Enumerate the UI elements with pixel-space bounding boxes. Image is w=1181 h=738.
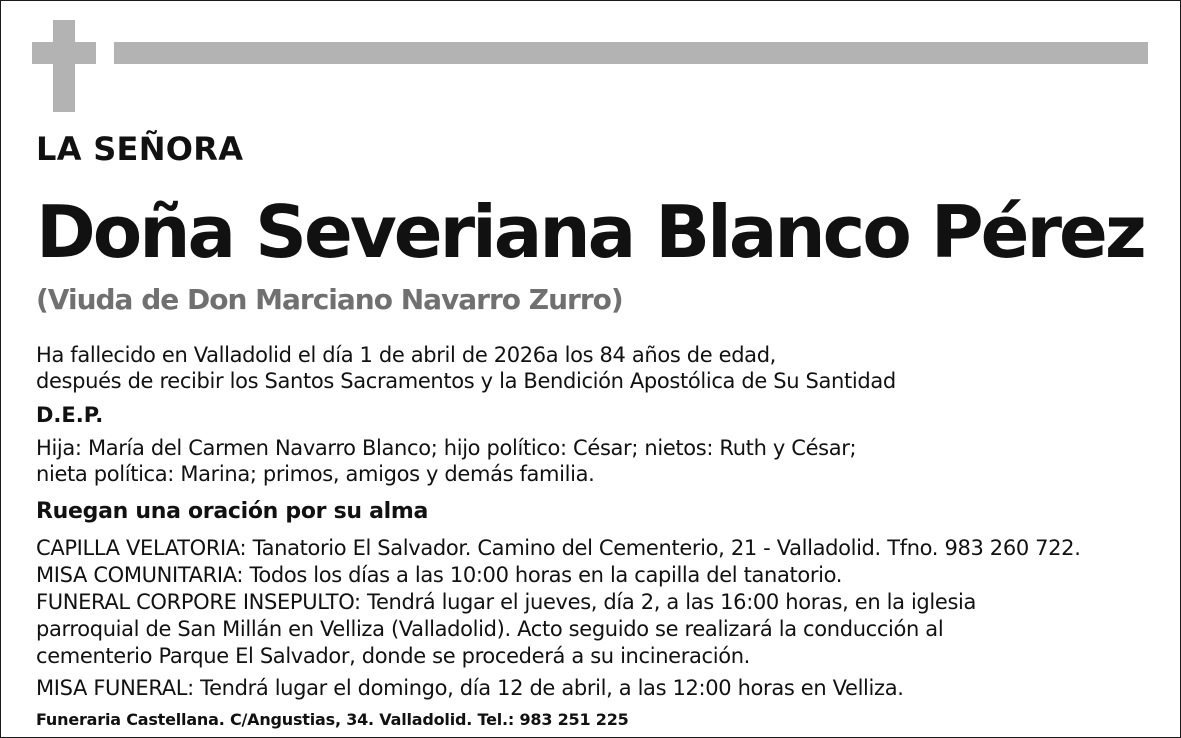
rip-label: D.E.P. [36,403,104,427]
service-line: parroquial de San Millán en Velliza (Valladolid). Acto seguido se realizará la conducción al [36,617,944,641]
service-line: MISA COMUNITARIA: Todos los días a las 10:00 horas en la capilla del tanatorio. [36,563,843,587]
service-line: FUNERAL CORPORE INSEPULTO: Tendrá lugar el jueves, día 2, a las 16:00 horas, en la iglesia [36,590,977,614]
deceased-name: Doña Severiana Blanco Pérez [36,190,1144,274]
family-list [36,435,856,487]
service-line: cementerio Parque El Salvador, donde se procederá a su incineración. [36,644,750,668]
death-notice-line: después de recibir los Santos Sacramentos y la Bendición Apostólica de Su Santidad [36,369,896,393]
cross-vertical-bar [53,20,75,112]
family-line: Hija: María del Carmen Navarro Blanco; hijo político: César; nietos: Ruth y César; [36,436,857,460]
final-mass-info: MISA FUNERAL: Tendrá lugar el domingo, día 12 de abril, a las 12:00 horas en Velliza. [36,676,904,700]
funeral-home-footer: Funeraria Castellana. C/Angustias, 34. Valladolid. Tel.: 983 251 225 [36,710,629,729]
page-title: LA SEÑORA [36,130,244,168]
services-info [36,535,1081,670]
widow-of-line: (Viuda de Don Marciano Navarro Zurro) [36,283,623,316]
service-line: CAPILLA VELATORIA: Tanatorio El Salvador. Camino del Cementerio, 21 - Valladolid. Tfno. 983 260 722. [36,536,1081,560]
cross-horizontal-bar [32,42,96,64]
death-notice [36,342,896,394]
family-line: nieta política: Marina; primos, amigos y demás familia. [36,462,595,486]
prayer-request: Ruegan una oración por su alma [36,499,429,524]
header-divider-bar [114,42,1148,64]
death-notice-line: Ha fallecido en Valladolid el día 1 de abril de 2026a los 84 años de edad, [36,343,776,367]
